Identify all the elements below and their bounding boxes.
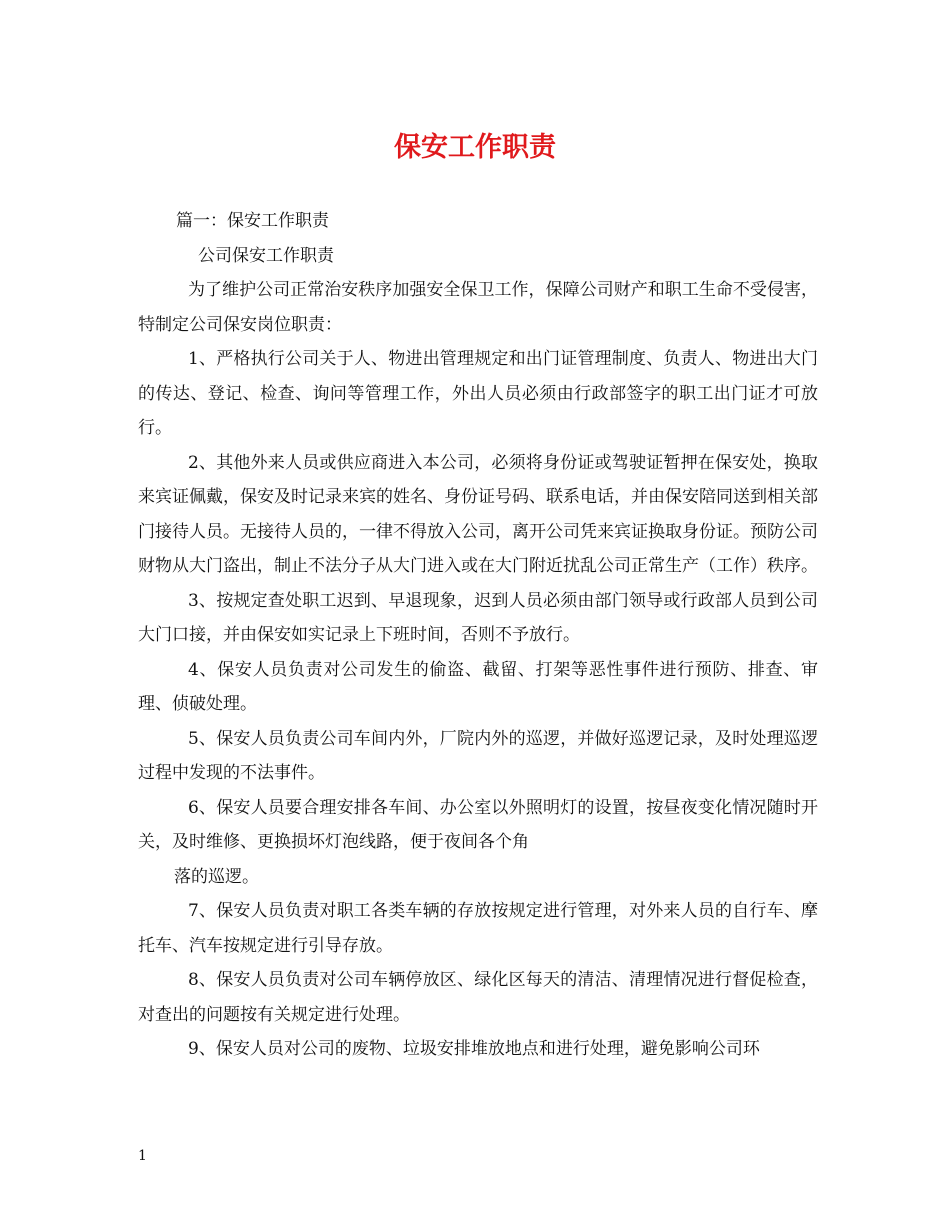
section-heading: 篇一：保安工作职责 [176,211,329,231]
paragraph-item-5: 5、保安人员负责公司车间内外，厂院内外的巡逻，并做好巡逻记录，及时处理巡逻过程中发现的不法事件。 [138,728,818,783]
paragraph-item-3: 3、按规定查处职工迟到、早退现象，迟到人员必须由部门领导或行政部人员到公司大门口接，并由保安如实记录上下班时间，否则不予放行。 [138,590,818,645]
document-title: 保安工作职责 [394,132,556,163]
document-body [138,204,818,1067]
paragraph-item-9: 9、保安人员对公司的废物、垃圾安排堆放地点和进行处理，避免影响公司环 [188,1039,760,1059]
paragraph-item-1: 1、严格执行公司关于人、物进出管理规定和出门证管理制度、负责人、物进出大门的传达、登记、检查、询问等管理工作，外出人员必须由行政部签字的职工出门证才可放行。 [138,349,818,438]
sub-heading: 公司保安工作职责 [198,245,334,266]
paragraph-item-6: 6、保安人员要合理安排各车间、办公室以外照明灯的设置，按昼夜变化情况随时开关，及时维修、更换损坏灯泡线路，便于夜间各个角 [138,797,818,852]
paragraph-continuation: 落的巡逻。 [174,866,259,887]
paragraph-item-7: 7、保安人员负责对职工各类车辆的存放按规定进行管理，对外来人员的自行车、摩托车、汽车按规定进行引导存放。 [138,901,818,956]
paragraph-item-8: 8、保安人员负责对公司车辆停放区、绿化区每天的清洁、清理情况进行督促检查，对查出的问题按有关规定进行处理。 [138,970,818,1025]
paragraph-intro: 为了维护公司正常治安秩序加强安全保卫工作，保障公司财产和职工生命不受侵害，特制定公司保安岗位职责： [138,280,818,335]
page-number: 1 [138,1148,147,1164]
paragraph-item-2: 2、其他外来人员或供应商进入本公司，必须将身份证或驾驶证暂押在保安处，换取来宾证佩戴，保安及时记录来宾的姓名、身份证号码、联系电话，并由保安陪同送到相关部门接待人员。无接待人员的，一律不得放入公司，离开公司凭来宾证换取身份证。预防公司财物从大门盗出，制止不法分子从大门进入或在大门附近扰乱公司正常生产（工作）秩序。 [138,452,818,576]
paragraph-item-4: 4、保安人员负责对公司发生的偷盗、截留、打架等恶性事件进行预防、排查、审理、侦破处理。 [138,659,818,714]
